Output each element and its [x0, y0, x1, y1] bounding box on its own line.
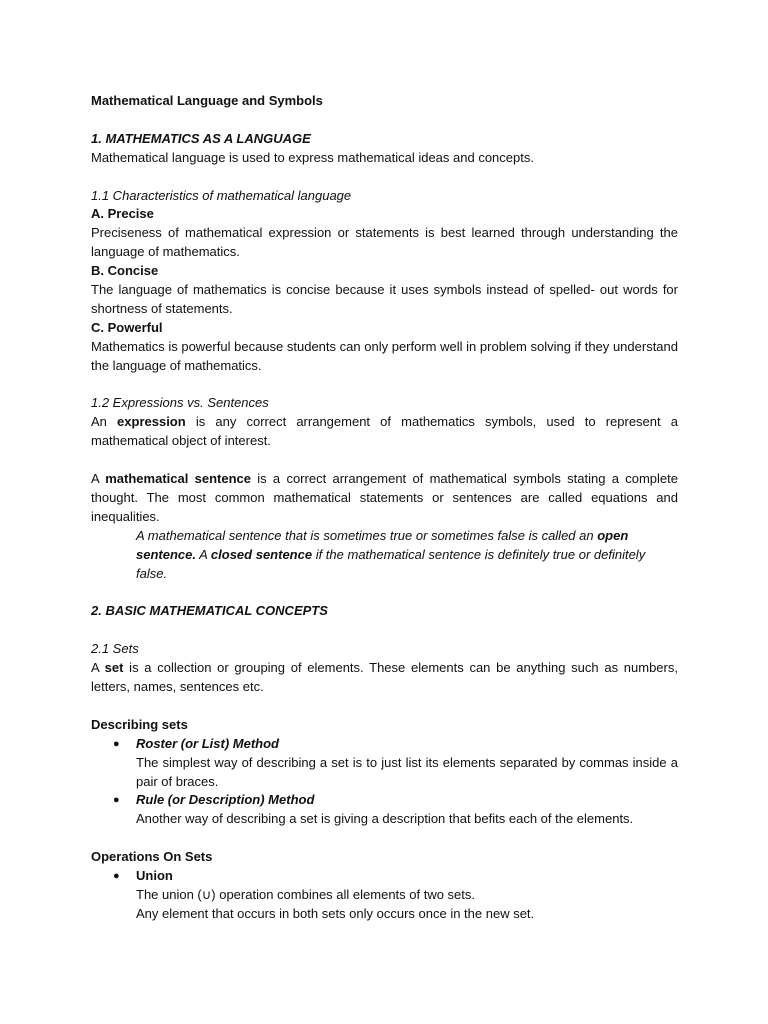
- list-item: [91, 735, 678, 792]
- expression-definition: [91, 413, 678, 451]
- list-item: [91, 867, 678, 924]
- union-text-line-1: The union (∪) operation combines all elements of two sets.: [136, 886, 476, 902]
- section-1-intro: Mathematical language is used to express mathematical ideas and concepts.: [91, 149, 534, 165]
- precise-label: A. Precise: [91, 206, 154, 222]
- bullet-icon: ●: [113, 737, 120, 750]
- rule-method-label: Rule (or Description) Method: [136, 792, 315, 808]
- sentence-definition: [91, 470, 678, 527]
- sentence-post-text: is a correct arrangement of mathematical symbols stating a complete thought. The most common mathematical statements or sentences are called equations and inequalities.: [91, 471, 678, 524]
- closed-sentence-term: closed sentence: [210, 546, 313, 562]
- precise-text: Preciseness of mathematical expression or statements is best learned through understanding the language of mathematics.: [91, 225, 678, 260]
- list-item: [91, 791, 678, 829]
- powerful-label: C. Powerful: [91, 319, 163, 335]
- sentence-pre-text: A: [91, 471, 106, 487]
- document-page: [91, 92, 678, 924]
- document-title: Mathematical Language and Symbols: [91, 93, 323, 108]
- set-pre-text: A: [91, 660, 105, 676]
- concise-label: B. Concise: [91, 263, 159, 279]
- open-closed-note: [91, 527, 678, 584]
- bullet-icon: ●: [113, 794, 120, 807]
- subsection-1-2-heading: 1.2 Expressions vs. Sentences: [91, 395, 269, 411]
- operations-on-sets-heading: Operations On Sets: [91, 849, 213, 865]
- union-label: Union: [136, 868, 173, 884]
- set-term: set: [104, 660, 124, 676]
- roster-method-text: The simplest way of describing a set is to just list its elements separated by commas inside a pair of braces.: [136, 754, 678, 789]
- subsection-2-1-heading: 2.1 Sets: [91, 641, 139, 657]
- section-2-heading: 2. BASIC MATHEMATICAL CONCEPTS: [91, 603, 328, 619]
- subsection-1-1-heading: 1.1 Characteristics of mathematical language: [91, 187, 352, 203]
- set-post-text: is a collection or grouping of elements. These elements can be anything such as numbers, letters, names, sentences etc.: [91, 660, 678, 694]
- describing-sets-heading: Describing sets: [91, 716, 188, 732]
- note-text-2: A: [195, 546, 211, 562]
- sentence-term: mathematical sentence: [105, 471, 251, 487]
- concise-text: The language of mathematics is concise because it uses symbols instead of spelled- out words for shortness of statements.: [91, 282, 678, 316]
- expression-post-text: is any correct arrangement of mathematics symbols, used to represent a mathematical object of interest.: [91, 414, 678, 449]
- note-text-3: if the mathematical sentence is definitely true or definitely false.: [136, 546, 646, 581]
- rule-method-text: Another way of describing a set is giving a description that befits each of the elements.: [136, 811, 634, 827]
- set-definition: [91, 659, 678, 697]
- expression-term: expression: [117, 414, 186, 430]
- section-1-heading: 1. MATHEMATICS AS A LANGUAGE: [91, 130, 311, 146]
- roster-method-label: Roster (or List) Method: [136, 735, 279, 751]
- open-sentence-term: open sentence.: [136, 527, 629, 562]
- bullet-icon: ●: [113, 870, 120, 883]
- powerful-text: Mathematics is powerful because students can only perform well in problem solving if they understand the language of mathematics.: [91, 338, 678, 373]
- note-text-1: A mathematical sentence that is sometimes true or sometimes false is called an: [136, 527, 598, 543]
- expression-pre-text: An: [91, 414, 118, 430]
- union-text-line-2: Any element that occurs in both sets only occurs once in the new set.: [136, 905, 535, 921]
